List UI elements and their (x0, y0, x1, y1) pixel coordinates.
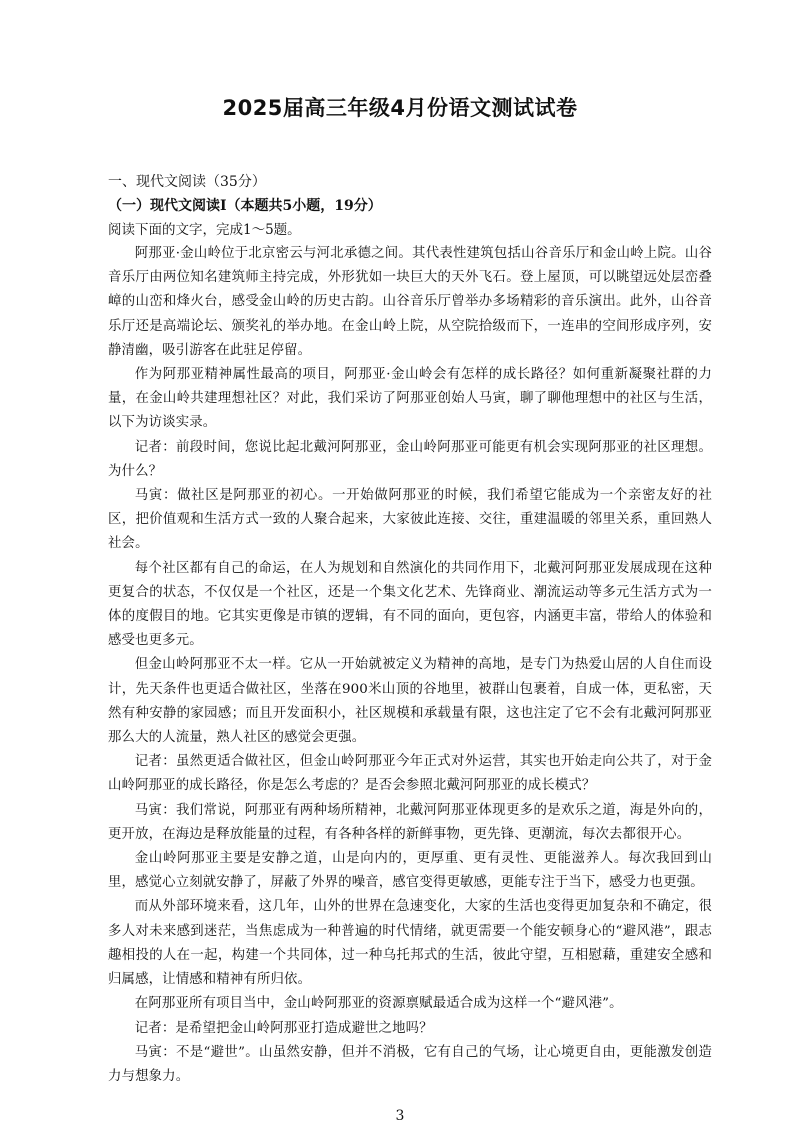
paragraph-1: 阿那亚·金山岭位于北京密云与河北承德之间。其代表性建筑包括山谷音乐厅和金山岭上院。山谷音乐厅由两位知名建筑师主持完成，外形犹如一块巨大的天外飞石。登上屋顶，可以眺望远处层峦叠嶂的山峦和烽火台，感受金山岭的历史古韵。山谷音乐厅曾举办多场精彩的音乐演出。此外，山谷音乐厅还是高端论坛、颁奖礼的举办地。在金山岭上院，从空院拾级而下，一连串的空间形成序列，安静清幽，吸引游客在此驻足停留。 (108, 246, 712, 358)
section-heading: 一、现代文阅读（35分） (108, 174, 266, 190)
paragraph-5: 每个社区都有自己的命运，在人为规划和自然演化的共同作用下，北戴河阿那亚发展成现在这种更复合的状态，不仅仅是一个社区，还是一个集文化艺术、先锋商业、潮流运动等多元生活方式为一体的度假目的地。它其实更像是市镇的逻辑，有不同的面向，更包容，内涵更丰富，带给人的体验和感受也更多元。 (108, 560, 712, 649)
paragraph-12: 记者：是希望把金山岭阿那亚打造成避世之地吗？ (134, 1020, 433, 1036)
paragraph-3: 记者：前段时间，您说比起北戴河阿那亚，金山岭阿那亚可能更有机会实现阿那亚的社区理想。为什么？ (108, 439, 712, 479)
document-body (108, 170, 712, 1089)
paragraph-4: 马寅：做社区是阿那亚的初心。一开始做阿那亚的时候，我们希望它能成为一个亲密友好的社区，把价值观和生活方式一致的人聚合起来，大家彼此连接、交往，重建温暖的邻里关系，重回熟人社会。 (108, 488, 712, 552)
reading-instruction: 阅读下面的文字，完成1～5题。 (108, 222, 301, 238)
paragraph-11: 在阿那亚所有项目当中，金山岭阿那亚的资源禀赋最适合成为这样一个“避风港”。 (134, 996, 623, 1012)
paragraph-6: 但金山岭阿那亚不太一样。它从一开始就被定义为精神的高地，是专门为热爱山居的人自住而设计，先天条件也更适合做社区，坐落在900米山顶的谷地里，被群山包裹着，自成一体，更私密，天然有种安静的家园感；而且开发面积小，社区规模和承载量有限，这也注定了它不会有北戴河阿那亚那么大的人流量，熟人社区的感觉会更强。 (108, 657, 712, 746)
paragraph-2: 作为阿那亚精神属性最高的项目，阿那亚·金山岭会有怎样的成长路径？如何重新凝聚社群的力量，在金山岭共建理想社区？对此，我们采访了阿那亚创始人马寅，聊了聊他理想中的社区与生活，以下为访谈实录。 (108, 367, 712, 431)
paragraph-9: 金山岭阿那亚主要是安静之道，山是向内的，更厚重、更有灵性、更能滋养人。每次我回到山里，感觉心立刻就安静了，屏蔽了外界的噪音，感官变得更敏感，更能专注于当下，感受力也更强。 (108, 851, 712, 891)
paragraph-8: 马寅：我们常说，阿那亚有两种场所精神，北戴河阿那亚体现更多的是欢乐之道，海是外向的，更开放，在海边是释放能量的过程，有各种各样的新鲜事物，更先锋、更潮流，每次去都很开心。 (108, 802, 712, 842)
paragraph-7: 记者：虽然更适合做社区，但金山岭阿那亚今年正式对外运营，其实也开始走向公共了，对于金山岭阿那亚的成长路径，你是怎么考虑的？是否会参照北戴河阿那亚的成长模式？ (108, 754, 712, 794)
paragraph-10: 而从外部环境来看，这几年，山外的世界在急速变化，大家的生活也变得更加复杂和不确定，很多人对未来感到迷茫，当焦虑成为一种普遍的时代情绪，就更需要一个能安顿身心的“避风港”，跟志趣相投的人在一起，构建一个共同体，过一种乌托邦式的生活，彼此守望，互相慰藉，重建安全感和归属感，让情感和精神有所归依。 (108, 899, 712, 988)
paragraph-13: 马寅：不是“避世”。山虽然安静，但并不消极，它有自己的气场，让心境更自由，更能激发创造力与想象力。 (108, 1044, 712, 1084)
page-title: 2025届高三年级4月份语文测试试卷 (222, 96, 578, 120)
part-heading: （一）现代文阅读Ⅰ（本题共5小题，19分） (108, 198, 382, 214)
page-number: 3 (395, 1108, 405, 1124)
